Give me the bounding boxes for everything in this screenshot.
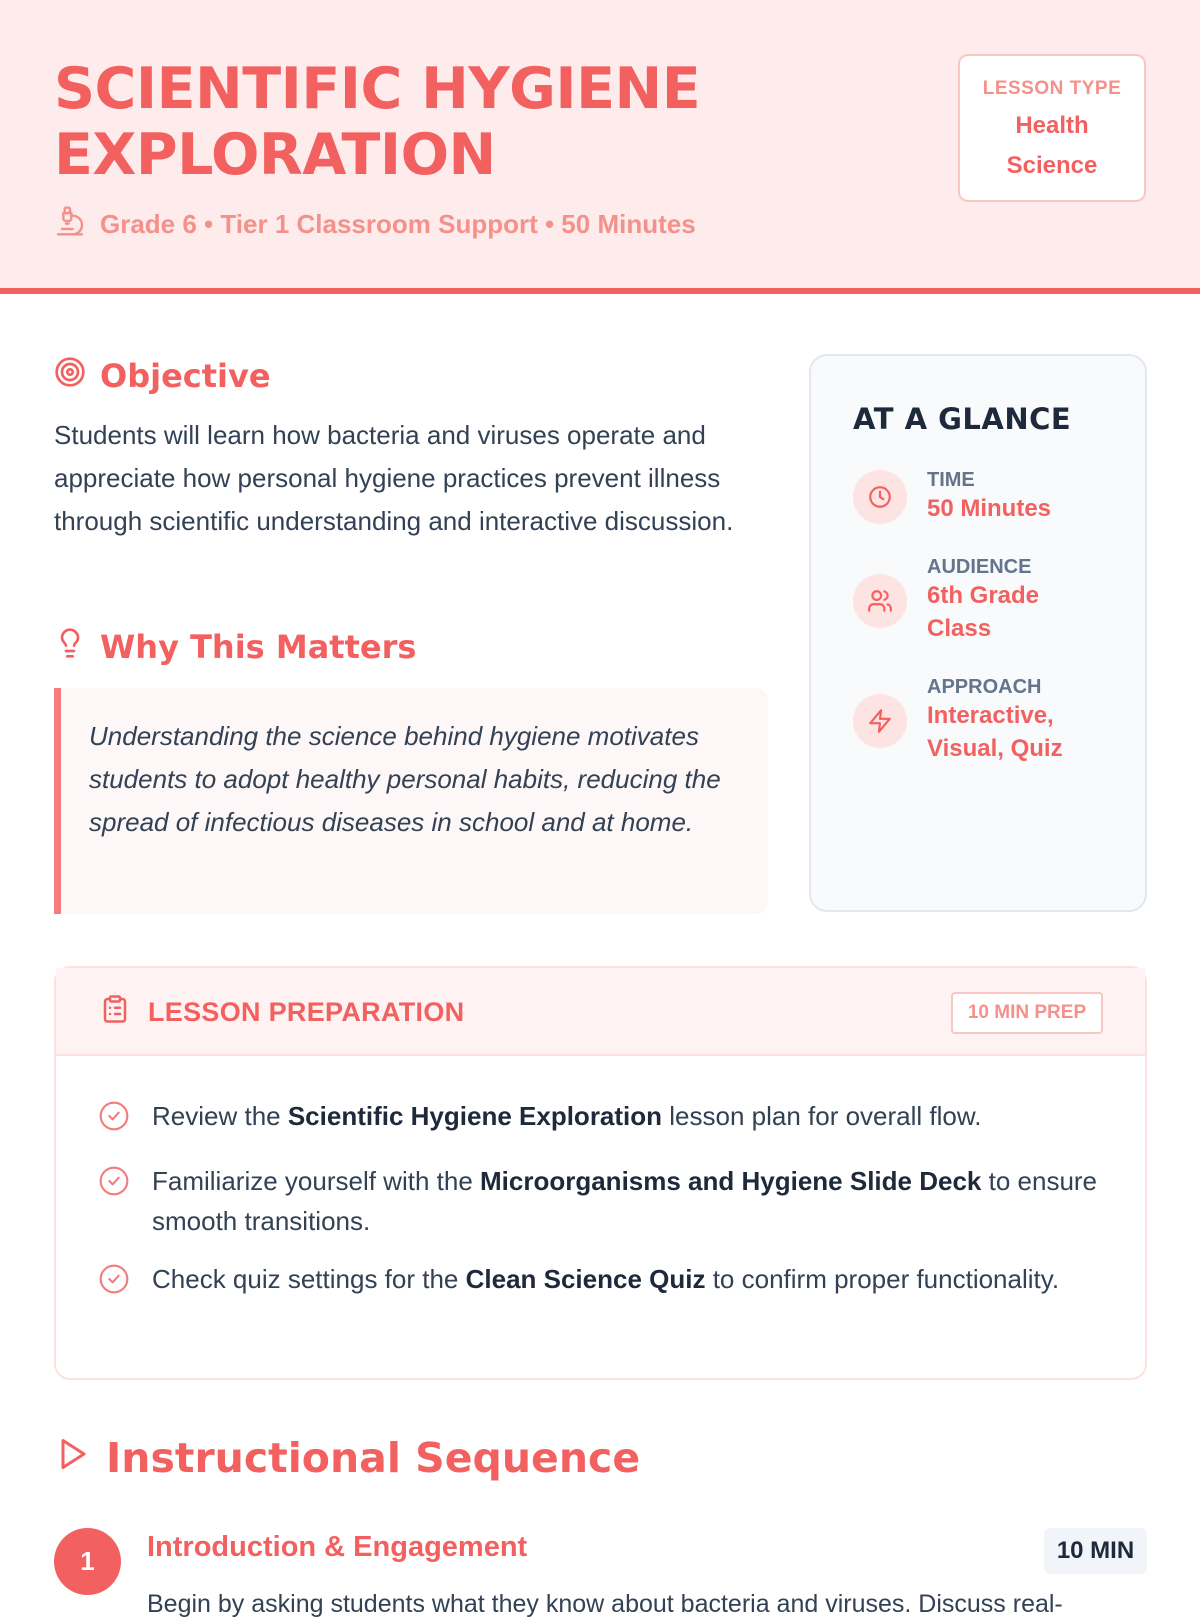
lesson-type-card bbox=[958, 54, 1146, 202]
play-icon bbox=[54, 1434, 90, 1482]
objective-heading-text: Objective bbox=[100, 357, 271, 395]
objective-heading bbox=[54, 356, 271, 396]
prep-item-text: Check quiz settings for the Clean Science Quiz to confirm proper functionality. bbox=[152, 1264, 1060, 1294]
lesson-type-label: LESSON TYPE bbox=[982, 78, 1122, 99]
users-icon bbox=[853, 574, 907, 628]
prep-time-badge: 10 MIN PREP bbox=[951, 992, 1103, 1034]
sequence-heading-text: Instructional Sequence bbox=[106, 1434, 641, 1482]
why-quote: Understanding the science behind hygiene motivates students to adopt healthy personal habits, reducing the spread of infectious diseases in school and at home. bbox=[54, 688, 768, 914]
preparation-title bbox=[100, 994, 464, 1031]
why-heading-text: Why This Matters bbox=[100, 628, 417, 666]
microscope-icon bbox=[54, 205, 86, 244]
preparation-list bbox=[98, 1096, 1098, 1324]
glance-time-label: TIME bbox=[927, 469, 975, 491]
step-description: Begin by asking students what they know about bacteria and viruses. Discuss real- bbox=[147, 1590, 1063, 1618]
list-item bbox=[98, 1161, 1098, 1241]
check-circle-icon bbox=[98, 1259, 130, 1306]
glance-title: AT A GLANCE bbox=[853, 402, 1072, 436]
lesson-meta bbox=[54, 205, 696, 244]
check-circle-icon bbox=[98, 1161, 130, 1241]
lightbulb-icon bbox=[54, 627, 86, 667]
list-item bbox=[98, 1096, 1098, 1143]
prep-item-text: Familiarize yourself with the Microorganisms and Hygiene Slide Deck to ensure smooth transitions. bbox=[152, 1166, 1098, 1236]
glance-time-value: 50 Minutes bbox=[927, 495, 1052, 522]
glance-audience-label: AUDIENCE bbox=[927, 556, 1032, 578]
preparation-title-text: LESSON PREPARATION bbox=[148, 997, 465, 1027]
lightning-icon bbox=[853, 694, 907, 748]
glance-approach-value: Interactive, Visual, Quiz bbox=[927, 702, 1063, 762]
at-a-glance-card bbox=[809, 354, 1147, 912]
glance-item-audience bbox=[853, 556, 1077, 645]
clock-icon bbox=[853, 470, 907, 524]
step-duration-badge: 10 MIN bbox=[1044, 1528, 1147, 1574]
lesson-preparation-card bbox=[54, 966, 1147, 1380]
glance-item-approach bbox=[853, 676, 1077, 765]
page-title: SCIENTIFIC HYGIENE EXPLORATION bbox=[54, 56, 701, 188]
glance-item-time bbox=[853, 469, 1077, 525]
target-icon bbox=[54, 356, 86, 396]
prep-item-text: Review the Scientific Hygiene Exploration lesson plan for overall flow. bbox=[152, 1101, 982, 1131]
glance-audience-value: 6th Grade Class bbox=[927, 582, 1040, 642]
lesson-meta-text: Grade 6 • Tier 1 Classroom Support • 50 Minutes bbox=[100, 209, 696, 239]
lesson-header bbox=[0, 0, 1200, 294]
lesson-type-value: Health Science bbox=[1006, 112, 1098, 179]
why-heading bbox=[54, 627, 416, 667]
check-circle-icon bbox=[98, 1096, 130, 1143]
clipboard-icon bbox=[100, 994, 130, 1031]
step-number-badge: 1 bbox=[54, 1528, 121, 1595]
list-item bbox=[98, 1259, 1098, 1306]
preparation-header bbox=[56, 968, 1145, 1056]
step-title: Introduction & Engagement bbox=[147, 1531, 528, 1563]
sequence-heading bbox=[54, 1434, 640, 1482]
objective-text: Students will learn how bacteria and viruses operate and appreciate how personal hygiene practices prevent illness through scientific understanding and interactive discussion. bbox=[54, 420, 734, 536]
glance-approach-label: APPROACH bbox=[927, 676, 1042, 698]
